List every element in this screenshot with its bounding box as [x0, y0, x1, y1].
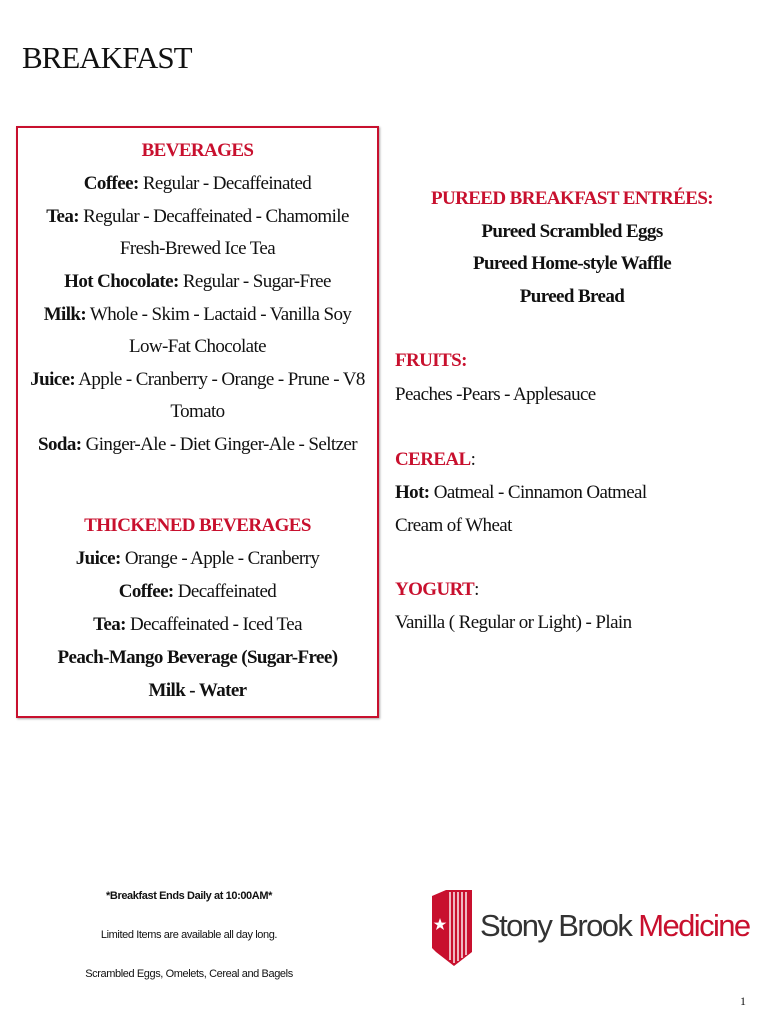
pureed-item: Pureed Home-style Waffle — [472, 253, 672, 274]
yogurt-colon: : — [474, 579, 479, 600]
tea-label: Tea: — [46, 206, 79, 227]
milk-water-line: Milk - Water — [148, 680, 247, 701]
thickened-tea-label: Tea: — [93, 614, 126, 635]
coffee-line — [18, 173, 377, 195]
beverages-box — [16, 126, 379, 718]
thickened-heading: THICKENED BEVERAGES — [84, 515, 311, 536]
pureed-heading: PUREED BREAKFAST ENTRÉES: — [430, 188, 714, 209]
coffee-items: Regular - Decaffeinated — [138, 173, 312, 194]
soda-items: Ginger-Ale - Diet Ginger-Ale - Seltzer — [81, 434, 357, 455]
pureed-item: Pureed Scrambled Eggs — [481, 221, 663, 242]
logo-emblem-icon — [432, 888, 476, 968]
page-number: 1 — [740, 994, 746, 1008]
juice-items: Apple - Cranberry - Orange - Prune - V8 — [75, 369, 365, 390]
fruits-heading: FRUITS: — [395, 350, 467, 371]
milk-line — [18, 304, 377, 326]
cereal-line-2: Cream of Wheat — [395, 515, 512, 536]
tea-line-2: Fresh-Brewed Ice Tea — [119, 238, 276, 259]
logo-name-part1: Stony Brook — [480, 908, 639, 943]
cereal-heading: CEREAL — [395, 449, 471, 470]
breakfast-ends-note: *Breakfast Ends Daily at 10:00AM* — [106, 890, 272, 902]
thickened-coffee-label: Coffee: — [118, 581, 174, 602]
thickened-juice-items: Orange - Apple - Cranberry — [120, 548, 320, 569]
milk-line-2: Low-Fat Chocolate — [128, 336, 266, 357]
milk-items: Whole - Skim - Lactaid - Vanilla Soy — [86, 304, 352, 325]
cereal-hot-line — [395, 482, 755, 504]
page-title: BREAKFAST — [22, 40, 192, 75]
tea-items: Regular - Decaffeinated - Chamomile — [79, 206, 349, 227]
hot-chocolate-label: Hot Chocolate: — [64, 271, 179, 292]
cereal-hot-label: Hot: — [395, 482, 430, 503]
logo-wordmark — [480, 908, 750, 944]
limited-items-list: Scrambled Eggs, Omelets, Cereal and Bagels — [85, 968, 293, 980]
pureed-item: Pureed Bread — [519, 286, 625, 307]
cereal-colon: : — [470, 449, 476, 470]
peach-mango-line: Peach-Mango Beverage (Sugar-Free) — [57, 647, 338, 668]
beverages-heading: BEVERAGES — [141, 140, 254, 161]
cereal-hot-items: Oatmeal - Cinnamon Oatmeal — [429, 482, 647, 503]
soda-line — [18, 434, 377, 456]
cereal-heading-line — [395, 449, 755, 471]
yogurt-heading: YOGURT — [395, 579, 475, 600]
thickened-coffee-line — [18, 581, 377, 603]
tea-line — [18, 206, 377, 228]
juice-label: Juice: — [30, 369, 76, 390]
stony-brook-medicine-logo — [432, 888, 750, 968]
thickened-juice-label: Juice: — [75, 548, 121, 569]
thickened-tea-line — [18, 614, 377, 636]
yogurt-heading-line — [395, 579, 755, 601]
logo-name-part2: Medicine — [638, 908, 750, 943]
juice-line-2: Tomato — [170, 401, 225, 422]
thickened-tea-items: Decaffeinated - Iced Tea — [125, 614, 302, 635]
yogurt-items: Vanilla ( Regular or Light) - Plain — [395, 612, 632, 633]
milk-label: Milk: — [43, 304, 87, 325]
hot-chocolate-line — [18, 271, 377, 293]
coffee-label: Coffee: — [83, 173, 139, 194]
hot-chocolate-items: Regular - Sugar-Free — [178, 271, 331, 292]
juice-line — [18, 369, 377, 391]
fruits-items: Peaches -Pears - Applesauce — [395, 384, 596, 405]
soda-label: Soda: — [38, 434, 82, 455]
thickened-juice-line — [18, 548, 377, 570]
limited-items-note: Limited Items are available all day long. — [100, 929, 278, 941]
thickened-coffee-items: Decaffeinated — [173, 581, 277, 602]
